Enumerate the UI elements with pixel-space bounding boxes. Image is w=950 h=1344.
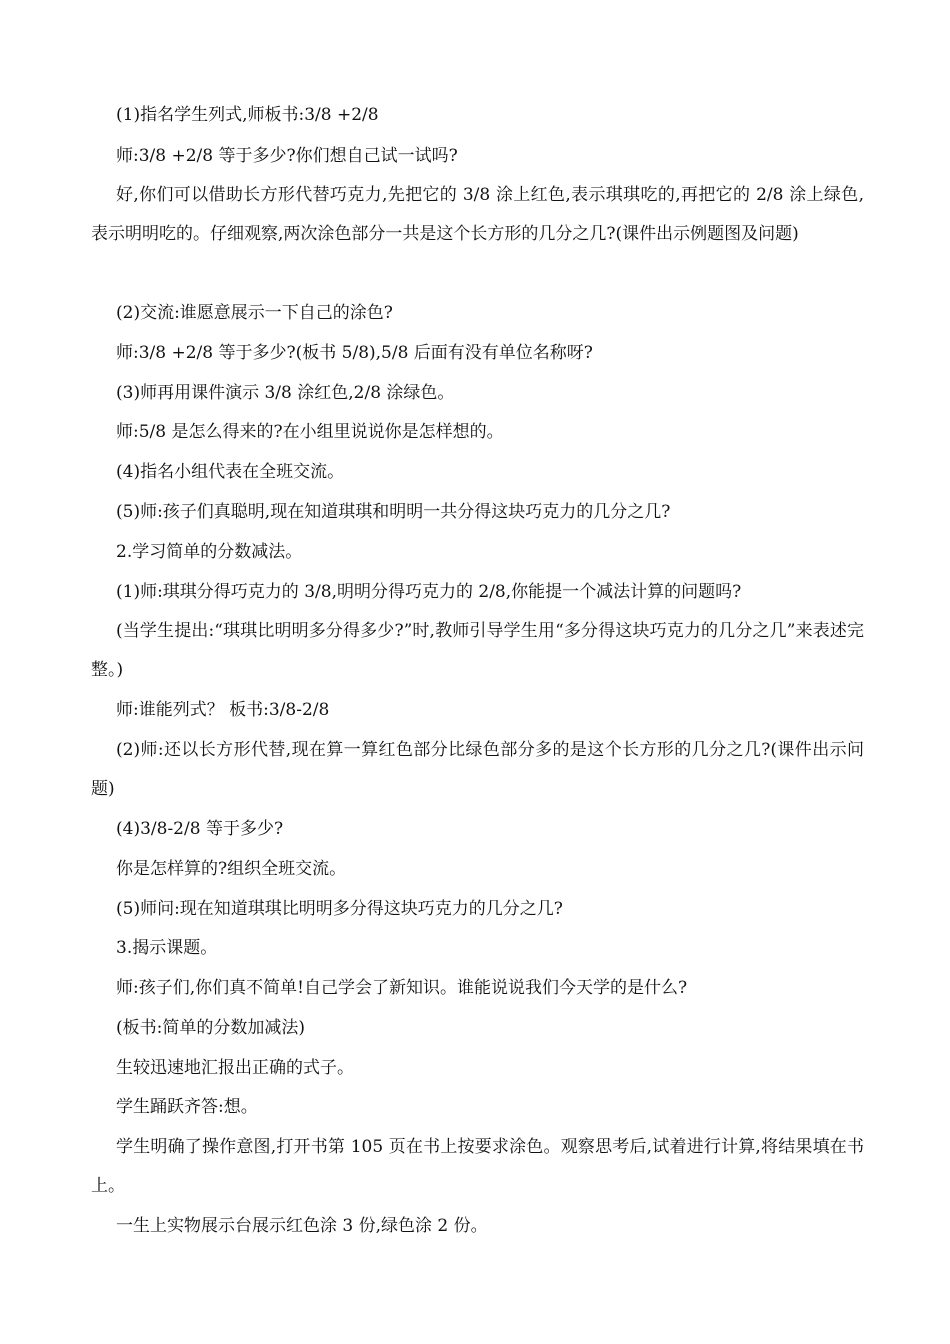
paragraph: 学生踊跃齐答:想。 [116,1097,258,1117]
paragraph: (板书:简单的分数加减法) [116,1018,305,1038]
section-heading: 2.学习简单的分数减法。 [116,542,303,562]
paragraph: 生较迅速地汇报出正确的式子。 [116,1058,354,1078]
paragraph: (5)师问:现在知道琪琪比明明多分得这块巧克力的几分之几? [116,899,563,919]
paragraph: (2)师:还以长方形代替,现在算一算红色部分比绿色部分多的是这个长方形的几分之几?(课件出示问题) [91,740,864,799]
paragraph: (3)师再用课件演示 3/8 涂红色,2/8 涂绿色。 [116,383,455,403]
paragraph: 师:5/8 是怎么得来的?在小组里说说你是怎样想的。 [116,422,504,442]
paragraph: 你是怎样算的?组织全班交流。 [116,859,347,879]
paragraph: (5)师:孩子们真聪明,现在知道琪琪和明明一共分得这块巧克力的几分之几? [116,502,671,522]
paragraph: (当学生提出:“琪琪比明明多分得多少?”时,教师引导学生用“多分得这块巧克力的几分之几”来表述完整。) [91,621,864,680]
paragraph: 好,你们可以借助长方形代替巧克力,先把它的 3/8 涂上红色,表示琪琪吃的,再把它的 2/8 涂上绿色,表示明明吃的。仔细观察,两次涂色部分一共是这个长方形的几分之几?(课件出示例题图及问题) [91,185,864,244]
paragraph: 学生明确了操作意图,打开书第 105 页在书上按要求涂色。观察思考后,试着进行计算,将结果填在书上。 [91,1137,864,1196]
paragraph: (4)指名小组代表在全班交流。 [116,462,345,482]
paragraph: 师:3/8 +2/8 等于多少?你们想自己试一试吗? [116,146,458,166]
paragraph: 师:谁能列式？ 板书:3/8-2/8 [116,700,330,720]
section-heading: 3.揭示课题。 [116,938,218,958]
paragraph: (4)3/8-2/8 等于多少? [116,819,284,839]
paragraph: 师:孩子们,你们真不简单!自己学会了新知识。谁能说说我们今天学的是什么? [116,978,688,998]
paragraph: 师:3/8 +2/8 等于多少?(板书 5/8),5/8 后面有没有单位名称呀? [116,343,593,363]
paragraph: (1)师:琪琪分得巧克力的 3/8,明明分得巧克力的 2/8,你能提一个减法计算的问题吗? [116,582,742,602]
paragraph: (1)指名学生列式,师板书:3/8 +2/8 [116,105,379,125]
paragraph: (2)交流:谁愿意展示一下自己的涂色? [116,303,393,323]
paragraph: 一生上实物展示台展示红色涂 3 份,绿色涂 2 份。 [116,1216,488,1236]
